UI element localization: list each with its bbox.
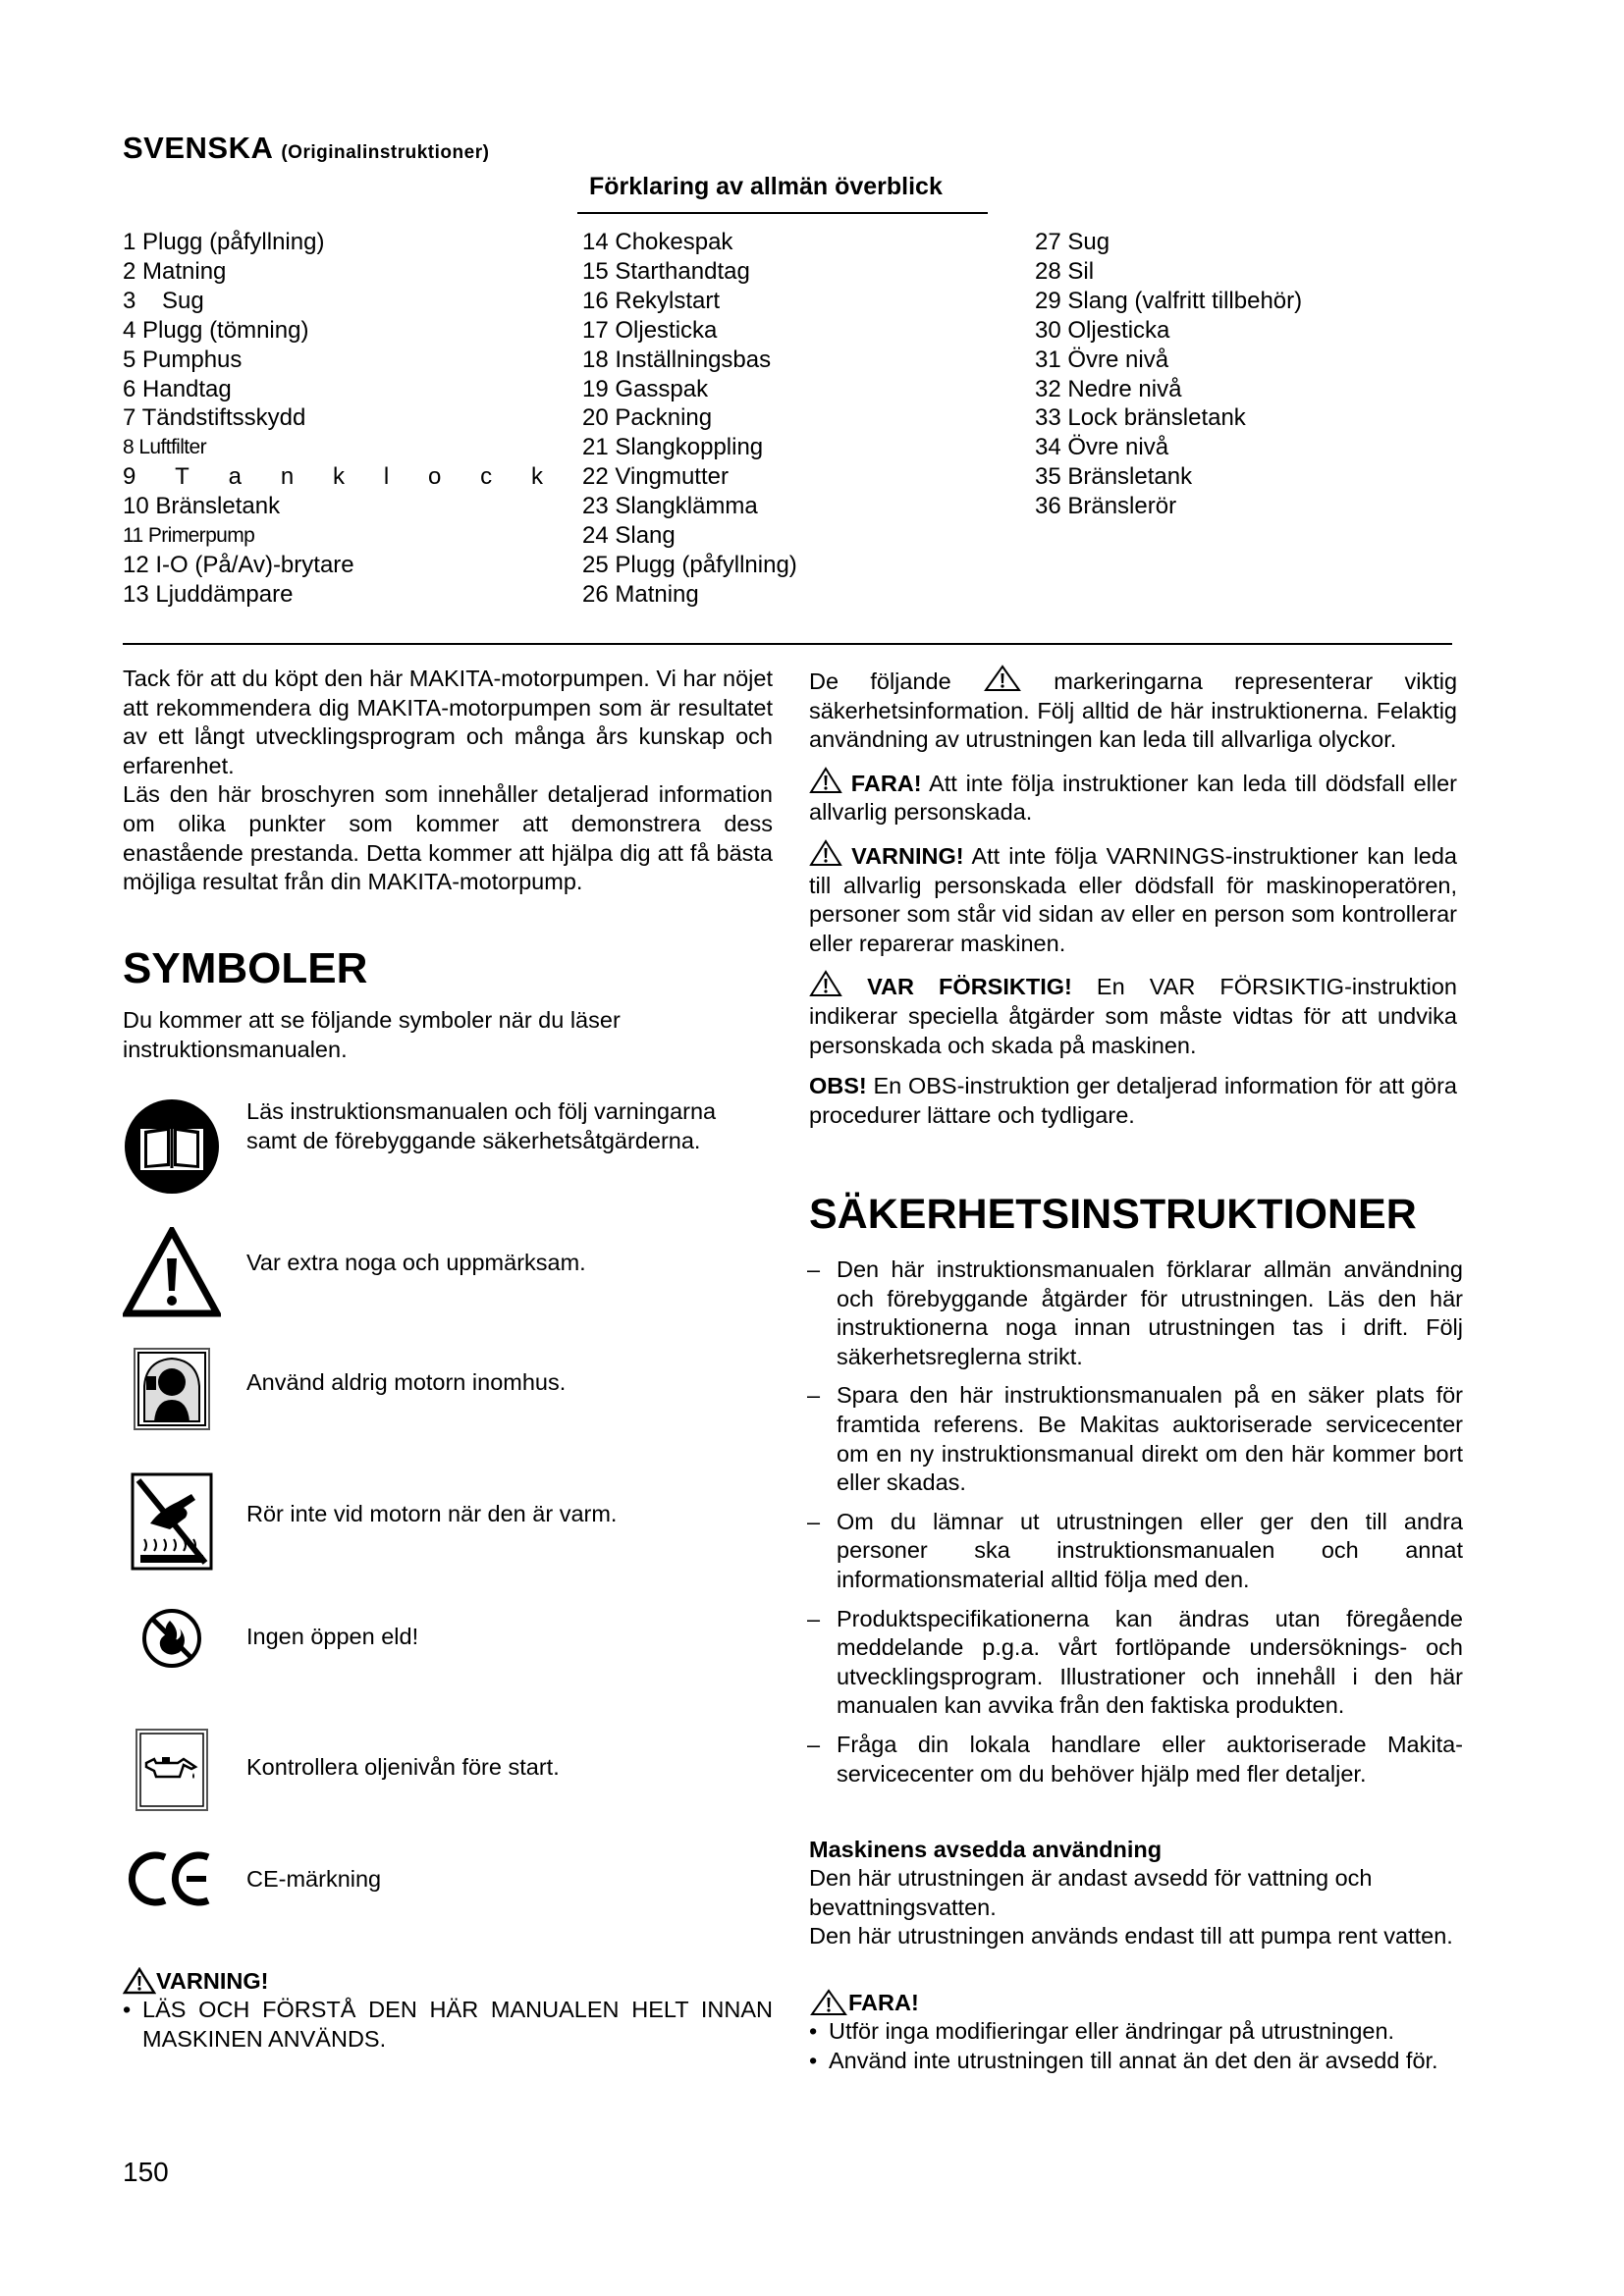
safety-item-text: Om du lämnar ut utrustningen eller ger den till andra personer ska instruktionsmanualen och annat informationsmaterial alltid följa med den. xyxy=(837,1508,1463,1592)
obs-label: OBS! xyxy=(809,1073,867,1099)
no-indoor-engine-icon xyxy=(123,1347,221,1431)
forsiktig-text: En VAR FÖRSIKTIG-instruktion indikerar speciella åtgärder som måste vidtas för att undvika personskada och skada på maskinen. xyxy=(809,974,1457,1058)
fara-item-text: Utför inga modifieringar eller ändringar på utrustningen. xyxy=(829,2018,1395,2044)
page-number: 150 xyxy=(123,2157,169,2187)
dash: – xyxy=(807,1382,821,1409)
symbol-description: Ingen öppen eld! xyxy=(246,1624,419,1649)
safety-item xyxy=(807,1255,1463,1371)
part-item: 26 Matning xyxy=(582,580,699,608)
obs-block xyxy=(809,1072,1457,1130)
warning-triangle-icon xyxy=(809,970,842,997)
safety-item-text: Spara den här instruktionsmanualen på en säker plats för framtida referens. Be Makitas auktoriserade servicecenter om en ny instruktionsmanual direkt om den här kommer bort eller skadas. xyxy=(837,1382,1463,1496)
part-item: 11 Primerpump xyxy=(123,524,255,548)
fara-list xyxy=(809,2017,1457,2075)
intended-use-text xyxy=(809,1864,1457,1951)
fara-heading xyxy=(809,1989,919,2016)
warning-triangle-icon xyxy=(809,839,842,867)
forsiktig-block xyxy=(809,970,1457,1060)
symbol-description: Läs instruktionsmanualen och följ varningarna samt de förebyggande säkerhetsåtgärderna. xyxy=(246,1098,717,1153)
language-label: SVENSKA xyxy=(123,131,273,165)
part-item: 3 Sug xyxy=(123,287,204,314)
warning-label: VARNING! xyxy=(156,1967,269,1994)
dash: – xyxy=(807,1605,821,1631)
intro-paragraph: Tack för att du köpt den här MAKITA-motorpumpen. Vi har nöjet att rekommendera dig MAKITA-motorpumpen som är resultatet av ett långt utvecklingsprogram och många års kunskap och erfarenhet. xyxy=(123,666,773,778)
spaced-letter: k xyxy=(530,463,543,491)
ce-mark-icon xyxy=(123,1849,221,1908)
bullet: • xyxy=(123,1997,132,2022)
part-item: 32 Nedre nivå xyxy=(1035,375,1182,402)
bullet: • xyxy=(809,2018,818,2044)
part-item-spaced xyxy=(123,462,543,492)
language-note: (Originalinstruktioner) xyxy=(281,142,490,163)
symbol-description: Kontrollera oljenivån före start. xyxy=(246,1754,560,1780)
part-item: 30 Oljesticka xyxy=(1035,316,1170,344)
part-item: 25 Plugg (påfyllning) xyxy=(582,551,797,578)
oil-can-icon xyxy=(123,1728,221,1812)
part-item: 13 Ljuddämpare xyxy=(123,580,294,608)
part-item: 1 Plugg (påfyllning) xyxy=(123,229,325,255)
symbol-description: Rör inte vid motorn när den är varm. xyxy=(246,1501,618,1526)
intro-paragraph: Läs den här broschyren som innehåller detaljerad information om olika punkter som kommer att demonstrera dess enastående prestanda. Detta kommer att hjälpa dig att få bästa möjliga resultat från din MAKITA-motorpump. xyxy=(123,781,773,895)
part-item: 6 Handtag xyxy=(123,375,232,402)
markers-intro xyxy=(809,665,1457,755)
part-item: 17 Oljesticka xyxy=(582,316,718,344)
part-item: 5 Pumphus xyxy=(123,346,243,373)
spaced-letter: o xyxy=(427,463,442,491)
safety-item-text: Fråga din lokala handlare eller auktoriserade Makita-servicecenter om du behöver hjälp med fler detaljer. xyxy=(837,1731,1463,1787)
varning-block xyxy=(809,839,1457,958)
part-item: 24 Slang xyxy=(582,522,676,550)
intended-use-title: Maskinens avsedda användning xyxy=(809,1837,1163,1862)
fara-block xyxy=(809,767,1457,828)
spaced-letter: 9 xyxy=(123,463,136,491)
warning-triangle-icon xyxy=(809,767,842,794)
book-icon xyxy=(123,1097,221,1196)
part-item: 19 Gasspak xyxy=(582,375,709,402)
safety-item-text: Den här instruktionsmanualen förklarar allmän användning och förebyggande åtgärder för utrustningen. Läs den här instruktionerna noga innan utrustningen tas i drift. Följ säkerhetsreglerna strikt. xyxy=(837,1256,1463,1369)
safety-item xyxy=(807,1508,1463,1595)
symbol-row xyxy=(123,1097,737,1196)
parts-column-1 xyxy=(123,228,545,610)
section-divider xyxy=(123,643,1452,645)
part-item: 7 Tändstiftsskydd xyxy=(123,404,306,432)
varning-text: Att inte följa VARNINGS-instruktioner kan leda till allvarlig personskada eller dödsfall för maskinoperatören, personer som står vid sidan av eller en person som kontrollerar eller reparerar maskinen. xyxy=(809,842,1457,956)
spaced-letter: l xyxy=(383,463,390,491)
spaced-letter: c xyxy=(480,463,493,491)
fara-text: Att inte följa instruktioner kan leda till dödsfall eller allvarlig personskada. xyxy=(809,770,1458,826)
part-item: 29 Slang (valfritt tillbehör) xyxy=(1035,287,1303,314)
safety-item-text: Produktspecifikationerna kan ändras utan föregående meddelande p.g.a. vårt fortlöpande undersöknings- och utvecklingsprogram. Illustrationer och innehåll i den här manualen kan avvika från den faktiska produkten. xyxy=(837,1605,1463,1719)
part-item: 16 Rekylstart xyxy=(582,287,721,314)
obs-text: En OBS-instruktion ger detaljerad information för att göra procedurer lättare och tydligare. xyxy=(809,1073,1457,1128)
safety-heading: SÄKERHETSINSTRUKTIONER xyxy=(809,1191,1417,1238)
symbol-description: Använd aldrig motorn inomhus. xyxy=(246,1369,567,1395)
bullet: • xyxy=(809,2047,818,2073)
forsiktig-label: VAR FÖRSIKTIG! xyxy=(867,974,1072,1000)
hot-surface-icon xyxy=(123,1472,221,1571)
symbol-row xyxy=(123,1849,737,1908)
fara-item xyxy=(809,2047,1457,2076)
spaced-letter: k xyxy=(333,463,345,491)
spaced-letter: a xyxy=(228,463,243,491)
symbol-row xyxy=(123,1227,737,1317)
safety-item xyxy=(807,1605,1463,1721)
warning-triangle-icon xyxy=(983,665,1022,692)
varning-label: VARNING! xyxy=(851,842,964,869)
dash: – xyxy=(807,1731,821,1757)
no-open-flame-icon xyxy=(123,1607,221,1670)
symbols-heading: SYMBOLER xyxy=(123,944,368,992)
part-item: 21 Slangkoppling xyxy=(582,434,764,461)
part-item: 14 Chokespak xyxy=(582,229,733,255)
intro-text xyxy=(123,665,773,897)
safety-list xyxy=(807,1255,1463,1798)
part-item: 22 Vingmutter xyxy=(582,463,729,491)
markers-intro-pre: De följande xyxy=(809,668,951,694)
fara-item xyxy=(809,2017,1457,2047)
spaced-letter: T xyxy=(175,463,189,491)
part-item: 31 Övre nivå xyxy=(1035,346,1169,373)
parts-column-3 xyxy=(1035,228,1302,521)
part-item: 34 Övre nivå xyxy=(1035,434,1169,461)
symbol-row xyxy=(123,1728,737,1812)
safety-item xyxy=(807,1731,1463,1789)
part-item: 18 Inställningsbas xyxy=(582,346,772,373)
warning-item xyxy=(123,1996,773,2054)
spaced-letter: n xyxy=(280,463,295,491)
fara-label: FARA! xyxy=(848,1989,919,2015)
part-item: 20 Packning xyxy=(582,404,713,432)
part-item: 4 Plugg (tömning) xyxy=(123,316,309,344)
symbols-intro: Du kommer att se följande symboler när du läser instruktionsmanualen. xyxy=(123,1007,621,1062)
part-item: 10 Bränsletank xyxy=(123,493,281,520)
part-item: 8 Luftfilter xyxy=(123,436,207,459)
warning-triangle-icon xyxy=(123,1967,156,1995)
part-item: 23 Slangklämma xyxy=(582,493,758,520)
intended-use-paragraph: Den här utrustningen används endast till att pumpa rent vatten. xyxy=(809,1923,1453,1949)
overview-title: Förklaring av allmän överblick xyxy=(589,173,943,200)
markers-section xyxy=(809,665,1457,1130)
parts-column-2 xyxy=(582,228,797,610)
part-item: 28 Sil xyxy=(1035,257,1095,285)
overview-underline xyxy=(577,212,988,214)
warning-item-text: LÄS OCH FÖRSTÅ DEN HÄR MANUALEN HELT INNAN MASKINEN ANVÄNDS. xyxy=(142,1997,773,2052)
symbols-warning-heading xyxy=(123,1967,268,1995)
markers-intro-post: markeringarna representerar viktig säkerhetsinformation. Följ alltid de här instruktionerna. Felaktig användning av utrustningen kan leda till allvarliga olyckor. xyxy=(809,668,1458,753)
part-item: 36 Bränslerör xyxy=(1035,493,1177,520)
part-item: 27 Sug xyxy=(1035,229,1110,255)
part-item: 12 I-O (På/Av)-brytare xyxy=(123,551,354,578)
symbol-row xyxy=(123,1347,737,1431)
fara-item-text: Använd inte utrustningen till annat än det den är avsedd för. xyxy=(829,2047,1438,2073)
warning-triangle-icon xyxy=(809,1989,848,2016)
symbol-row xyxy=(123,1472,737,1571)
dash: – xyxy=(807,1508,821,1534)
part-item: 2 Matning xyxy=(123,257,227,285)
language-heading xyxy=(123,131,489,166)
part-item: 35 Bränsletank xyxy=(1035,463,1193,491)
warning-triangle-icon xyxy=(123,1227,221,1317)
intended-use-paragraph: Den här utrustningen är andast avsedd för vattning och bevattningsvatten. xyxy=(809,1865,1373,1920)
dash: – xyxy=(807,1256,821,1282)
symbol-description: Var extra noga och uppmärksam. xyxy=(246,1250,586,1275)
symbol-row xyxy=(123,1607,737,1670)
part-item: 33 Lock bränsletank xyxy=(1035,404,1246,432)
part-item: 15 Starthandtag xyxy=(582,257,750,285)
fara-label: FARA! xyxy=(850,770,922,796)
safety-item xyxy=(807,1381,1463,1497)
symbol-description: CE-märkning xyxy=(246,1866,382,1892)
